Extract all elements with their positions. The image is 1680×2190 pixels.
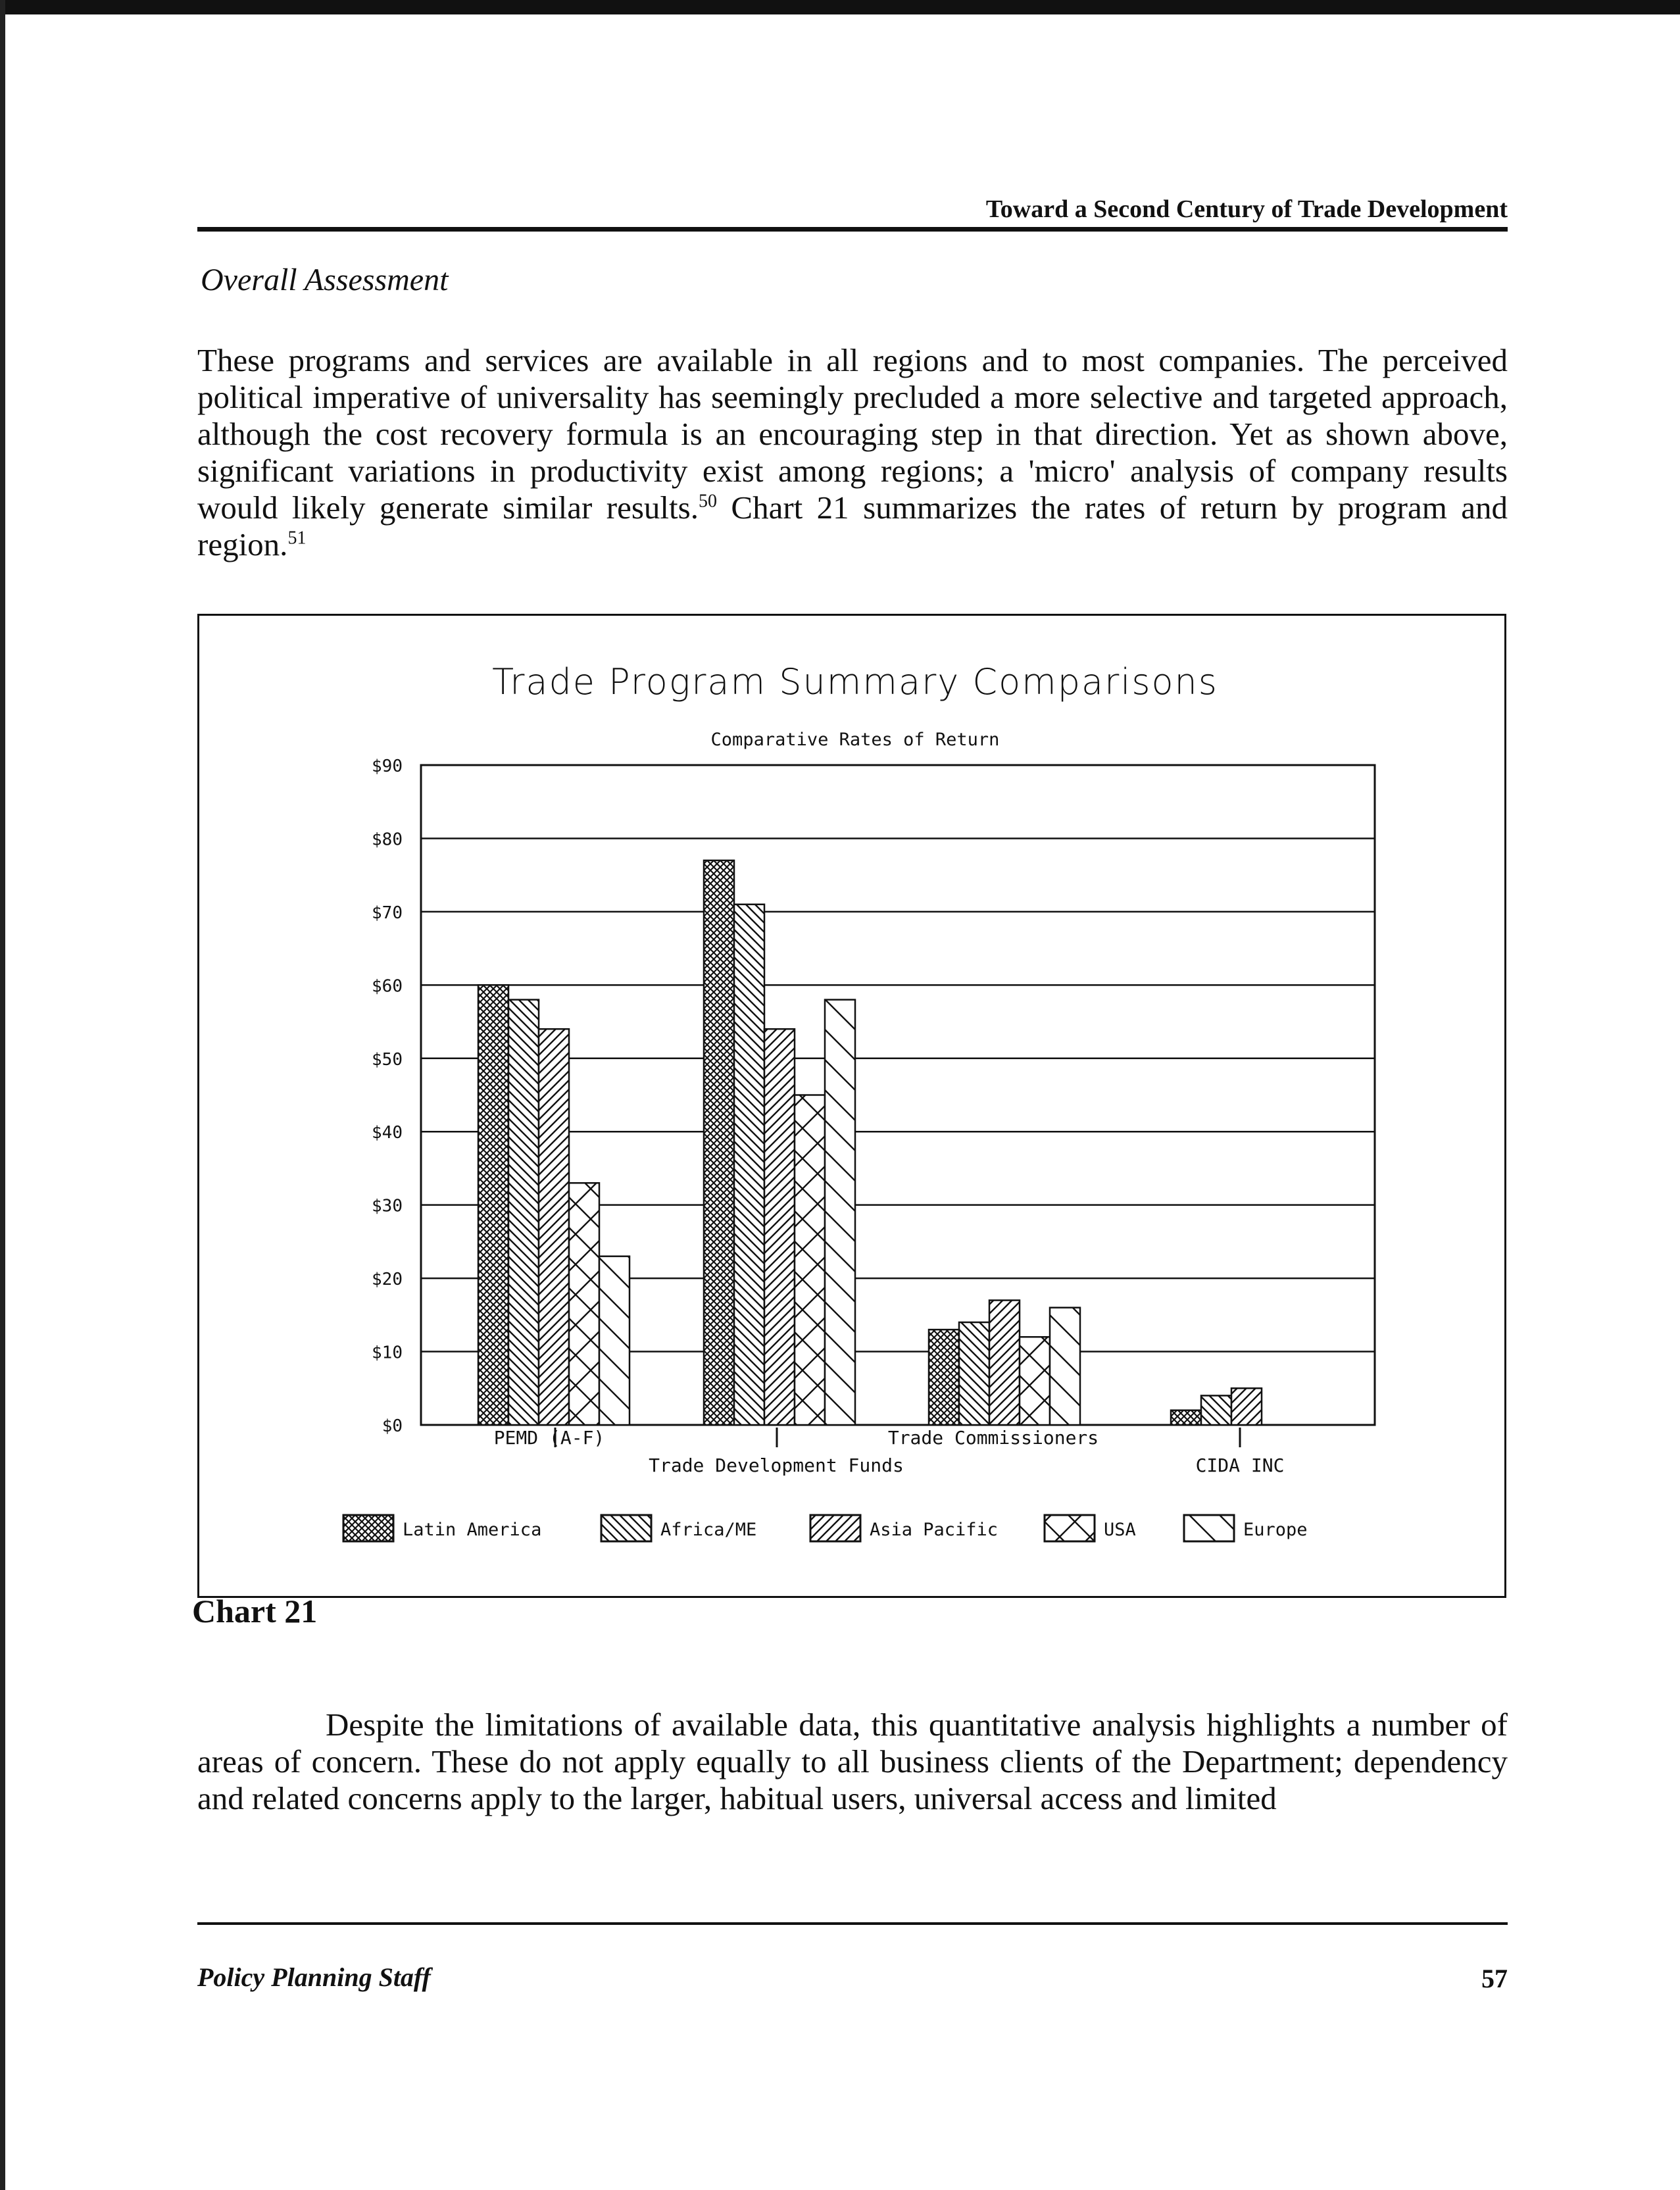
y-tick-label: $60 <box>372 976 403 997</box>
bar-asia-pacific-0 <box>539 1029 569 1425</box>
legend-label: Latin America <box>403 1520 542 1540</box>
footer-rule <box>197 1922 1508 1925</box>
footnote-ref-50[interactable]: 50 <box>698 491 717 512</box>
y-tick-label: $90 <box>372 757 403 776</box>
bar-usa-2 <box>1020 1337 1050 1425</box>
y-axis-ticks <box>372 757 403 1436</box>
y-tick-label: $50 <box>372 1049 403 1070</box>
legend-swatch <box>810 1515 860 1541</box>
legend-swatch <box>601 1515 651 1541</box>
paragraph-1-text-b: Chart 21 summarizes the rates of return by program and region. <box>197 489 1508 562</box>
bar-europe-2 <box>1050 1308 1080 1425</box>
legend-label: Europe <box>1243 1520 1308 1540</box>
y-tick-label: $40 <box>372 1123 403 1143</box>
bar-africa-me-2 <box>959 1322 989 1425</box>
legend-label: USA <box>1104 1520 1136 1540</box>
legend-label: Asia Pacific <box>870 1520 999 1540</box>
footer-org: Policy Planning Staff <box>197 1962 431 1992</box>
legend-swatch <box>343 1515 393 1541</box>
y-tick-label: $10 <box>372 1343 403 1363</box>
y-tick-label: $70 <box>372 903 403 923</box>
legend-swatch <box>1184 1515 1234 1541</box>
bar-latin-america-0 <box>478 985 508 1425</box>
chart-subtitle: Comparative Rates of Return <box>710 730 1000 750</box>
bar-africa-me-3 <box>1201 1395 1231 1425</box>
bar-asia-pacific-3 <box>1231 1388 1262 1425</box>
chart-caption: Chart 21 <box>192 1593 318 1630</box>
scan-top-edge <box>0 0 1680 14</box>
y-tick-label: $80 <box>372 830 403 850</box>
bars <box>478 860 1262 1425</box>
bar-latin-america-3 <box>1171 1410 1201 1425</box>
bar-europe-0 <box>599 1257 630 1425</box>
paragraph-1-text-a: These programs and services are available in all regions and to most companies. The perceived political imperative of universality has seemingly precluded a more selective and targeted approach, although the cost recovery formula is an encouraging step in that direction. Yet as shown above, significant variations in productivity exist among regions; a 'micro' analysis of company results would likely generate similar results. <box>197 342 1508 526</box>
bar-africa-me-1 <box>734 905 764 1425</box>
category-label-trade-commissioners: Trade Commissioners <box>887 1427 1099 1449</box>
scan-left-edge <box>0 0 5 2190</box>
section-title: Overall Assessment <box>201 262 449 297</box>
y-tick-label: $20 <box>372 1270 403 1290</box>
legend-label: Africa/ME <box>660 1520 757 1540</box>
bar-latin-america-1 <box>704 860 734 1425</box>
category-label-pemd: PEMD (A-F) <box>493 1427 605 1449</box>
y-tick-label: $0 <box>382 1416 403 1436</box>
bar-asia-pacific-1 <box>764 1029 795 1425</box>
bar-latin-america-2 <box>929 1330 959 1425</box>
paragraph-2: Despite the limitations of available data, this quantitative analysis highlights a number of areas of concern. These do not apply equally to all business clients of the Department; dependency and related concerns apply to the larger, habitual users, universal access and limited <box>197 1706 1508 1816</box>
bar-usa-1 <box>795 1095 825 1426</box>
category-label-cida-inc: CIDA INC <box>1195 1455 1285 1476</box>
page-number: 57 <box>1481 1964 1508 1993</box>
bar-africa-me-0 <box>508 1000 539 1425</box>
legend-swatch <box>1045 1515 1095 1541</box>
bar-europe-1 <box>825 1000 855 1425</box>
chart-21 <box>197 614 1506 1598</box>
bar-usa-0 <box>569 1183 599 1425</box>
paragraph-1 <box>197 342 1508 563</box>
chart-title: Trade Program Summary Comparisons <box>492 661 1218 703</box>
y-tick-label: $30 <box>372 1196 403 1216</box>
bar-asia-pacific-2 <box>989 1301 1020 1425</box>
chart-legend <box>343 1515 1308 1541</box>
running-header: Toward a Second Century of Trade Development <box>985 195 1508 223</box>
footnote-ref-51[interactable]: 51 <box>287 528 307 549</box>
header-rule <box>197 227 1508 232</box>
category-label-trade-development-funds: Trade Development Funds <box>649 1455 904 1476</box>
